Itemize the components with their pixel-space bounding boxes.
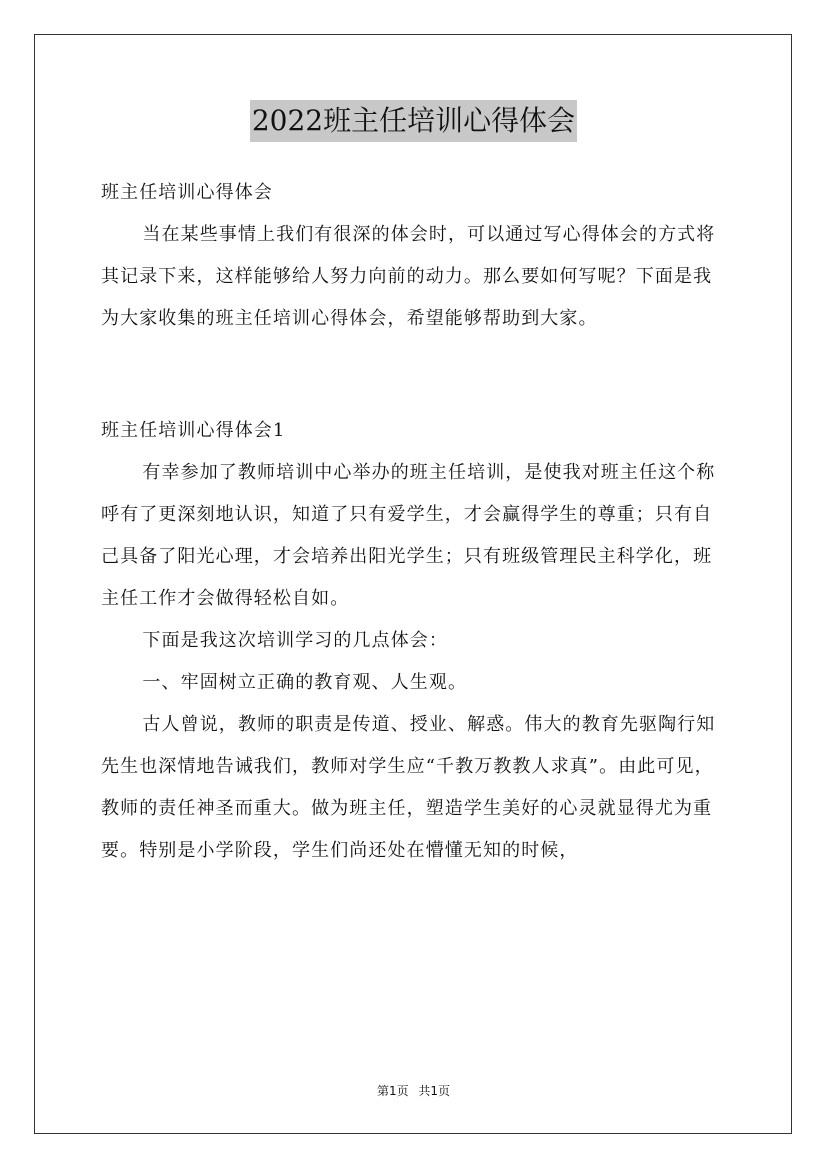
intro-heading: 班主任培训心得体会 [101, 182, 273, 203]
page-number: 第1页 [376, 1084, 409, 1098]
section-gap [101, 340, 731, 410]
section1-paragraph-1: 有幸参加了教师培训中心举办的班主任培训，是使我对班主任这个称呼有了更深刻地认识，知道了只有爱学生，才会赢得学生的尊重；只有自己具备了阳光心理，才会培养出阳光学生；只有班级管理民主科学化，班主任工作才会做得轻松自如。 [101, 462, 716, 609]
section1-paragraph-4: 古人曾说，教师的职责是传道、授业、解惑。伟大的教育先驱陶行知先生也深情地告诫我们，教师对学生应“千教万教教人求真”。由此可见，教师的责任神圣而重大。做为班主任，塑造学生美好的心灵就显得尤为重要。特别是小学阶段，学生们尚还处在懵懂无知的时候， [101, 714, 716, 861]
document-title: 2022班主任培训心得体会 [250, 100, 577, 142]
section1-paragraph-2: 下面是我这次培训学习的几点体会： [142, 630, 448, 651]
section1-heading: 班主任培训心得体会1 [101, 420, 286, 441]
page-footer [0, 1082, 827, 1099]
page-total: 共1页 [418, 1084, 451, 1098]
title-container [0, 100, 827, 142]
document-body [101, 172, 731, 872]
section1-paragraph-3: 一、牢固树立正确的教育观、人生观。 [142, 672, 468, 693]
intro-paragraph: 当在某些事情上我们有很深的体会时，可以通过写心得体会的方式将其记录下来，这样能够给人努力向前的动力。那么要如何写呢？下面是我为大家收集的班主任培训心得体会，希望能够帮助到大家。 [101, 224, 716, 329]
